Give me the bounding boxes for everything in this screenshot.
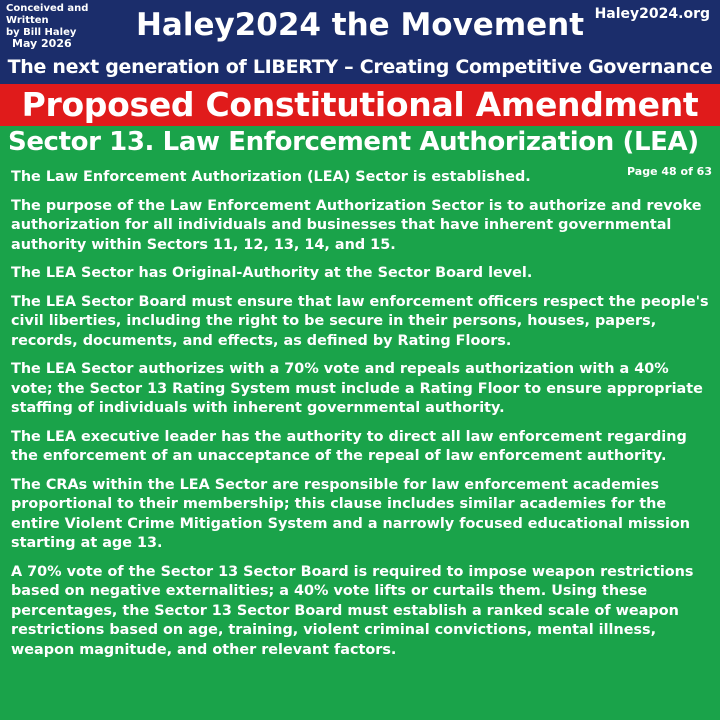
amendment-text	[11, 168, 711, 669]
paragraph: The LEA Sector Board must ensure that law enforcement officers respect the people's civil liberties, including the right to be secure in their persons, houses, papers, records, documents, and effects, as defined by Rating Floors.	[11, 293, 709, 349]
header	[0, 0, 720, 84]
page-number: Page 48 of 63	[627, 165, 712, 178]
paragraph: A 70% vote of the Sector 13 Sector Board is required to impose weapon restrictions based on negative externalities; a 40% vote lifts or curtails them. Using these percentages, the Sector 13 Sector Board must establish a ranked scale of weapon restrictions based on age, training, violent criminal convictions, mental illness, weapon magnitude, and other relevant factors.	[11, 563, 694, 658]
paragraph: The LEA Sector has Original-Authority at the Sector Board level.	[11, 265, 533, 281]
paragraph: The CRAs within the LEA Sector are responsible for law enforcement academies proportional to their membership; this clause includes similar academies for the entire Violent Crime Mitigation System and a narrowly focused educational mission starting at age 13.	[11, 476, 691, 551]
publication-date: May 2026	[12, 37, 72, 50]
credit-line-1: Conceived and Written	[6, 3, 89, 26]
paragraph: The LEA Sector authorizes with a 70% vote and repeals authorization with a 40% vote; the Sector 13 Rating System must include a Rating Floor to ensure appropriate staffing of individuals with inherent governmental authority.	[11, 361, 703, 416]
tagline: The next generation of LIBERTY – Creating Competitive Governance	[7, 56, 713, 78]
paragraph: The purpose of the Law Enforcement Authorization Sector is to authorize and revoke authorization for all individuals and businesses that have inherent governmental authority within Sectors 11, 12, 13, 14, and 15.	[11, 197, 702, 253]
paragraph: The LEA executive leader has the authority to direct all law enforcement regarding the enforcement of an unacceptance of the repeal of law enforcement authority.	[11, 428, 687, 464]
website-link[interactable]: Haley2024.org	[594, 6, 710, 22]
brand-title: Haley2024 the Movement	[135, 7, 585, 43]
paragraph: The Law Enforcement Authorization (LEA) Sector is established.	[11, 169, 531, 185]
sector-title: Sector 13. Law Enforcement Authorization (LEA)	[8, 127, 699, 157]
credit-line-2: by Bill Haley	[6, 27, 77, 38]
amendment-banner: Proposed Constitutional Amendment	[0, 84, 720, 126]
